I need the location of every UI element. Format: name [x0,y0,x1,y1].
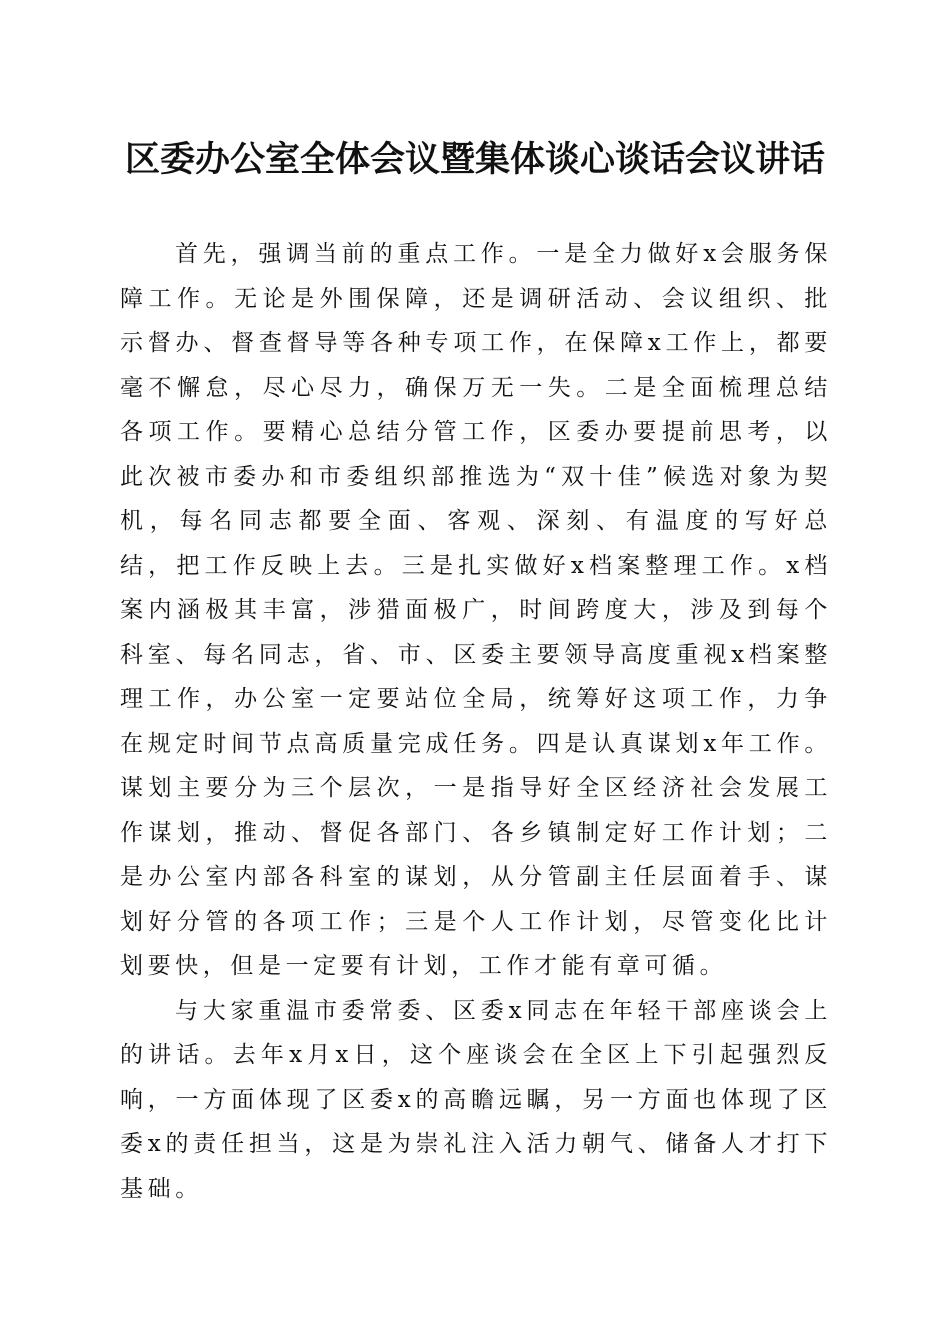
paragraph-key-work: 首先，强调当前的重点工作。一是全力做好x会服务保障工作。无论是外围保障，还是调研活动、会议组织、批示督办、督查督导等各种专项工作，在保障x工作上，都要毫不懈怠，尽心尽力，确保万无一失。二是全面梳理总结各项工作。要精心总结分管工作，区委办要提前思考，以此次被市委办和市委组织部推选为“双十佳”候选对象为契机，每名同志都要全面、客观、深刻、有温度的写好总结，把工作反映上去。三是扎实做好x档案整理工作。x档案内涵极其丰富，涉猎面极广，时间跨度大，涉及到每个科室、每名同志，省、市、区委主要领导高度重视x档案整理工作，办公室一定要站位全局，统筹好这项工作，力争在规定时间节点高质量完成任务。四是认真谋划x年工作。谋划主要分为三个层次，一是指导好全区经济社会发展工作谋划，推动、督促各部门、各乡镇制定好工作计划；二是办公室内部各科室的谋划，从分管副主任层面着手、谋划好分管的各项工作；三是个人工作计划，尽管变化比计划要快，但是一定要有计划，工作才能有章可循。 [120,241,832,979]
paragraph-youth-cadre-speech: 与大家重温市委常委、区委x同志在年轻干部座谈会上的讲话。去年x月x日，这个座谈会在全区上下引起强烈反响，一方面体现了区委x的高瞻远瞩，另一方面也体现了区委x的责任担当，这是为崇礼注入活力朝气、储备人才打下基础。 [120,997,832,1202]
document-body [120,232,832,1211]
document-title: 区委办公室全体会议暨集体谈心谈话会议讲话 [124,139,825,180]
